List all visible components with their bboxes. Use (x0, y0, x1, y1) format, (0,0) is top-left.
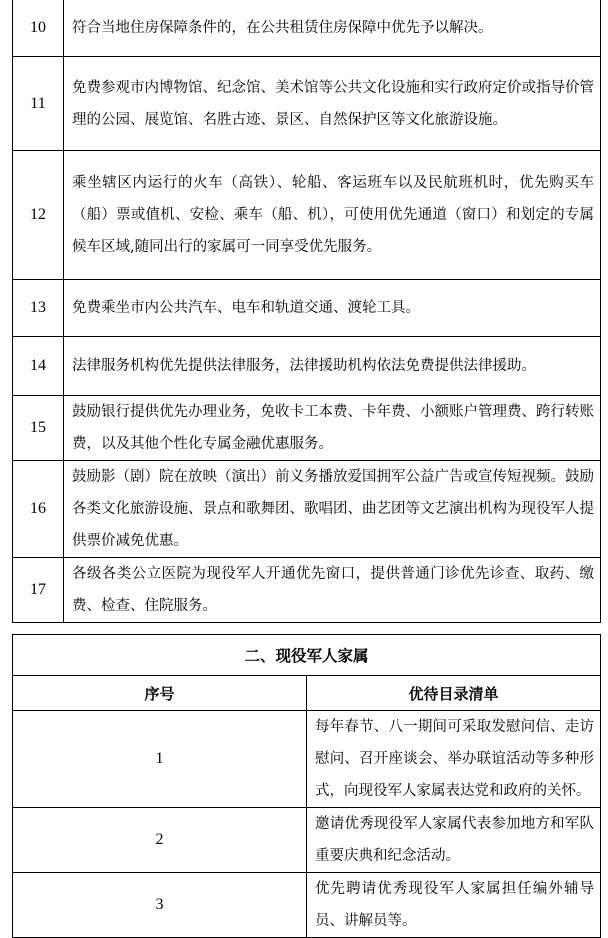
row-number: 12 (13, 151, 64, 280)
section-title: 二、现役军人家属 (13, 635, 601, 676)
benefits-table-family (12, 634, 601, 938)
row-number: 13 (13, 280, 64, 337)
column-header-row (13, 676, 601, 711)
row-text: 免费乘坐市内公共汽车、电车和轨道交通、渡轮工具。 (64, 280, 601, 337)
table-row (13, 461, 601, 558)
column-header-number: 序号 (13, 676, 307, 711)
table-row (13, 57, 601, 151)
row-text: 免费参观市内博物馆、纪念馆、美术馆等公共文化设施和实行政府定价或指导价管理的公园、展览馆、名胜古迹、景区、自然保护区等文化旅游设施。 (64, 57, 601, 151)
table-row (13, 711, 601, 808)
benefits-table-servicemen (12, 0, 601, 623)
table-row (13, 558, 601, 623)
table-row (13, 0, 601, 57)
row-number: 16 (13, 461, 64, 558)
table-row (13, 396, 601, 461)
row-number: 10 (13, 0, 64, 57)
row-text: 符合当地住房保障条件的，在公共租赁住房保障中优先予以解决。 (64, 0, 601, 57)
row-text: 各级各类公立医院为现役军人开通优先窗口，提供普通门诊优先诊查、取药、缴费、检查、住院服务。 (64, 558, 601, 623)
row-text: 邀请优秀现役军人家属代表参加地方和军队重要庆典和纪念活动。 (307, 808, 601, 873)
row-number: 15 (13, 396, 64, 461)
row-number: 3 (13, 873, 307, 938)
row-number: 14 (13, 337, 64, 396)
row-number: 2 (13, 808, 307, 873)
row-text: 鼓励银行提供优先办理业务，免收卡工本费、卡年费、小额账户管理费、跨行转账费，以及其他个性化专属金融优惠服务。 (64, 396, 601, 461)
row-text: 优先聘请优秀现役军人家属担任编外辅导员、讲解员等。 (307, 873, 601, 938)
row-number: 1 (13, 711, 307, 808)
table-row (13, 337, 601, 396)
table-row (13, 151, 601, 280)
row-text: 乘坐辖区内运行的火车（高铁）、轮船、客运班车以及民航班机时，优先购买车（船）票或值机、安检、乘车（船、机），可使用优先通道（窗口）和划定的专属候车区域,随同出行的家属可一同享受优先服务。 (64, 151, 601, 280)
column-header-list: 优待目录清单 (307, 676, 601, 711)
section-title-row (13, 635, 601, 676)
table-row (13, 280, 601, 337)
row-text: 每年春节、八一期间可采取发慰问信、走访慰问、召开座谈会、举办联谊活动等多种形式，向现役军人家属表达党和政府的关怀。 (307, 711, 601, 808)
row-number: 11 (13, 57, 64, 151)
row-text: 法律服务机构优先提供法律服务，法律援助机构依法免费提供法律援助。 (64, 337, 601, 396)
table-row (13, 873, 601, 938)
table-row (13, 808, 601, 873)
row-number: 17 (13, 558, 64, 623)
row-text: 鼓励影（剧）院在放映（演出）前义务播放爱国拥军公益广告或宣传短视频。鼓励各类文化旅游设施、景点和歌舞团、歌唱团、曲艺团等文艺演出机构为现役军人提供票价减免优惠。 (64, 461, 601, 558)
